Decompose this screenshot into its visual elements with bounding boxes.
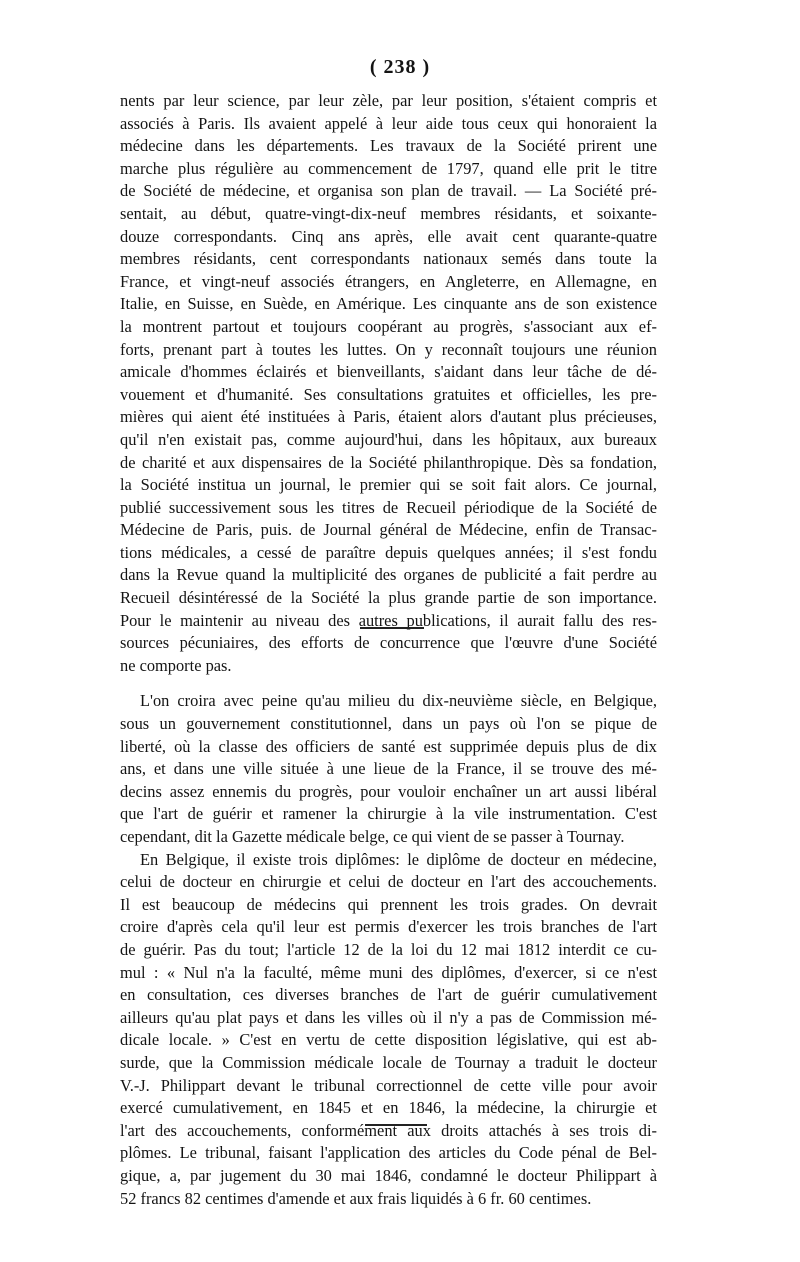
text-line: douze correspondants. Cinq ans après, elle avait cent quarante-quatre <box>120 226 657 246</box>
text-line: médecine dans les départements. Les travaux de la Société prirent une <box>120 136 657 156</box>
text-line: Médecine de Paris, puis. de Journal général de Médecine, enfin de Transac- <box>120 520 657 540</box>
page-number: ( 238 ) <box>369 56 431 78</box>
text-line: Pour le maintenir au niveau des autres publications, il aurait fallu des res- <box>120 610 657 630</box>
paragraph-belgium-diplomas <box>120 849 657 1211</box>
text-line: en consultation, ces diverses branches de l'art de guérir cumulativement <box>120 985 657 1005</box>
text-line: amicale d'hommes éclairés et bienveillants, s'aidant dans leur tâche de dé- <box>120 362 657 382</box>
text-line: tions médicales, a cessé de paraître depuis quelques années; il s'est fondu <box>120 542 657 562</box>
section-divider <box>360 627 424 629</box>
paragraph-society-history <box>120 90 657 677</box>
text-line: croire d'après cela qu'il leur est permis d'exercer les trois branches de l'art <box>120 917 657 937</box>
text-line: 52 francs 82 centimes d'amende et aux frais liquidés à 6 fr. 60 centimes. <box>120 1188 592 1208</box>
text-line: sous un gouvernement constitutionnel, dans un pays où l'on se pique de <box>120 714 657 734</box>
text-line: En Belgique, il existe trois diplômes: le diplôme de docteur en médecine, <box>140 849 657 869</box>
text-line: la Société institua un journal, le premier qui se soit fait alors. Ce journal, <box>120 475 657 495</box>
text-line: L'on croira avec peine qu'au milieu du dix-neuvième siècle, en Belgique, <box>140 691 657 711</box>
text-line: liberté, où la classe des officiers de santé est supprimée depuis plus de dix <box>120 736 657 756</box>
text-line: de guérir. Pas du tout; l'article 12 de la loi du 12 mai 1812 interdit ce cu- <box>120 939 657 959</box>
text-line: decins assez ennemis du progrès, pour vouloir enchaîner un art aussi libéral <box>120 781 657 801</box>
text-line: ans, et dans une ville située à une lieue de la France, il se trouve des mé- <box>120 759 657 779</box>
text-line: forts, prenant part à toutes les luttes. On y reconnaît toujours une réunion <box>120 339 657 359</box>
text-line: Il est beaucoup de médecins qui prennent les trois grades. On devrait <box>120 894 657 914</box>
text-line: marche plus régulière au commencement de 1797, quand elle prit le titre <box>120 158 657 178</box>
text-line: Italie, en Suisse, en Suède, en Amérique. Les cinquante ans de son existence <box>120 294 657 314</box>
text-line: ne comporte pas. <box>120 655 232 675</box>
text-line: mières qui aient été instituées à Paris, étaient alors d'autant plus précieuses, <box>120 407 657 427</box>
text-line: de charité et aux dispensaires de la Société philanthropique. Dès sa fondation, <box>120 452 657 472</box>
text-line: qu'il n'en existait pas, comme aujourd'hui, dans les hôpitaux, aux bureaux <box>120 429 657 449</box>
text-line: mul : « Nul n'a la faculté, même muni des diplômes, d'exercer, si ce n'est <box>120 962 657 982</box>
text-line: vouement et d'humanité. Ses consultations gratuites et officielles, les pre- <box>120 384 657 404</box>
text-line: cependant, dit la Gazette médicale belge, ce qui vient de se passer à Tournay. <box>120 827 625 846</box>
text-line: plômes. Le tribunal, faisant l'application des articles du Code pénal de Bel- <box>120 1143 657 1163</box>
text-line: associés à Paris. Ils avaient appelé à leur aide tous ceux qui honoraient la <box>120 113 657 133</box>
text-line: Recueil désintéressé de la Société la plus grande partie de son importance. <box>120 588 657 608</box>
text-line: sentait, au début, quatre-vingt-dix-neuf membres résidants, et soixante- <box>120 203 657 223</box>
text-line: membres résidants, cent correspondants nationaux semés dans toute la <box>120 249 657 269</box>
text-line: nents par leur science, par leur zèle, par leur position, s'étaient compris et <box>120 91 657 110</box>
text-line: dicale locale. » C'est en vertu de cette disposition législative, qui est ab- <box>120 1030 657 1050</box>
text-line: sources pécuniaires, des efforts de concurrence que l'œuvre d'une Société <box>120 633 657 653</box>
paragraph-belgium-intro <box>120 690 657 848</box>
text-line: gique, a, par jugement du 30 mai 1846, condamné le docteur Philippart à <box>120 1165 657 1185</box>
text-line: que l'art de guérir et ramener la chirurgie à la vile instrumentation. C'est <box>120 804 657 824</box>
text-line: ailleurs qu'au plat pays et dans les villes où il n'y a pas de Commission mé- <box>120 1007 657 1027</box>
text-line: exercé cumulativement, en 1845 et en 1846, la médecine, la chirurgie et <box>120 1098 657 1118</box>
text-line: publié successivement sous les titres de Recueil périodique de la Société de <box>120 497 657 517</box>
end-rule <box>365 1124 427 1126</box>
text-line: surde, que la Commission médicale locale de Tournay a traduit le docteur <box>120 1052 657 1072</box>
body-text <box>120 90 657 1210</box>
text-line: celui de docteur en chirurgie et celui de docteur en l'art des accouchements. <box>120 872 657 892</box>
text-line: dans la Revue quand la multiplicité des organes de publicité a fait perdre au <box>120 565 657 585</box>
text-line: France, et vingt-neuf associés étrangers, en Angleterre, en Allemagne, en <box>120 271 657 291</box>
text-line: V.-J. Philippart devant le tribunal correctionnel de cette ville pour avoir <box>120 1075 657 1095</box>
text-line: l'art des accouchements, conformément aux droits attachés à ses trois di- <box>120 1120 657 1140</box>
text-line: de Société de médecine, et organisa son plan de travail. — La Société pré- <box>120 181 657 201</box>
text-line: la montrent partout et toujours coopérant au progrès, s'associant aux ef- <box>120 316 657 336</box>
